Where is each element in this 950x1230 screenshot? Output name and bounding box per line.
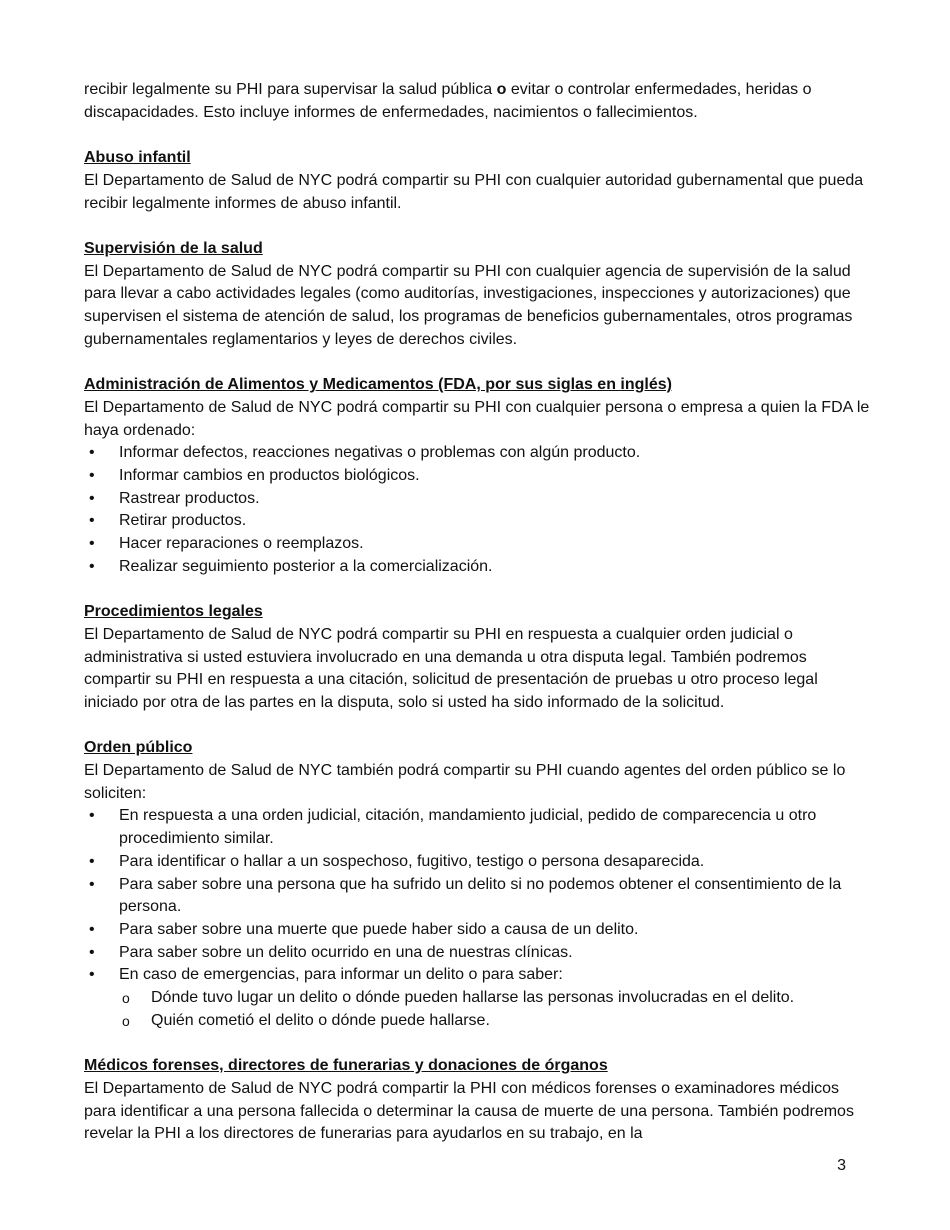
sub-list-item: o Dónde tuvo lugar un delito o dónde pueden hallarse las personas involucradas en el delito. <box>122 989 795 1007</box>
heading-child-abuse: Abuso infantil <box>84 149 191 167</box>
paragraph-health-oversight: El Departamento de Salud de NYC podrá compartir su PHI con cualquier agencia de supervisión de la salud para llevar a cabo actividades legales (como auditorías, investigaciones, inspecciones y autorizaciones) que supervisen el sistema de atención de salud, los programas de beneficios gubernamentales, otros programas gubernamentales reglamentarios y leyes de derechos civiles. <box>84 262 853 348</box>
sub-list-item: o Quién cometió el delito o dónde puede hallarse. <box>122 1011 490 1029</box>
paragraph-fda: El Departamento de Salud de NYC podrá compartir su PHI con cualquier persona o empresa a quien la FDA le haya ordenado: <box>84 398 870 439</box>
heading-fda: Administración de Alimentos y Medicamentos (FDA, por sus siglas en inglés) <box>84 376 672 394</box>
bold-word: o <box>496 81 507 98</box>
page-content <box>84 79 874 1146</box>
heading-coroners: Médicos forenses, directores de funerarias y donaciones de órganos <box>84 1057 608 1075</box>
list-item: • Para saber sobre una persona que ha sufrido un delito si no podemos obtener el consentimiento de la persona. <box>89 875 842 916</box>
list-item: • Para identificar o hallar a un sospechoso, fugitivo, testigo o persona desaparecida. <box>89 852 705 870</box>
list-item: • Retirar productos. <box>89 512 247 530</box>
list-item: • Informar defectos, reacciones negativas o problemas con algún producto. <box>89 444 641 462</box>
list-item: • Informar cambios en productos biológicos. <box>89 466 420 484</box>
list-item: • Rastrear productos. <box>89 489 260 507</box>
paragraph-child-abuse: El Departamento de Salud de NYC podrá compartir su PHI con cualquier autoridad gubernamental que pueda recibir legalmente informes de abuso infantil. <box>84 171 864 212</box>
intro-paragraph: recibir legalmente su PHI para supervisar la salud pública o evitar o controlar enfermedades, heridas o discapacidades. Esto incluye informes de enfermedades, nacimientos o fallecimientos. <box>84 81 812 121</box>
heading-law-enforcement: Orden público <box>84 739 193 757</box>
page-number: 3 <box>837 1157 846 1174</box>
list-item: • Hacer reparaciones o reemplazos. <box>89 535 364 553</box>
list-item: • Para saber sobre un delito ocurrido en una de nuestras clínicas. <box>89 943 573 961</box>
list-item: • En respuesta a una orden judicial, citación, mandamiento judicial, pedido de comparecencia u otro procedimiento similar. <box>89 807 817 848</box>
law-enforcement-sub-bullet-list <box>84 987 874 1032</box>
paragraph-legal-proceedings: El Departamento de Salud de NYC podrá compartir su PHI en respuesta a cualquier orden judicial o administrativa si usted estuviera involucrado en una demanda u otra disputa legal. También podremos compartir su PHI en respuesta a una citación, solicitud de presentación de pruebas u otro proceso legal iniciado por otra de las partes en la disputa, solo si usted ha sido informado de la solicitud. <box>84 625 818 711</box>
heading-health-oversight: Supervisión de la salud <box>84 239 263 257</box>
list-item: • Realizar seguimiento posterior a la comercialización. <box>89 557 493 575</box>
list-item: • En caso de emergencias, para informar un delito o para saber: <box>89 966 563 984</box>
list-item: • Para saber sobre una muerte que puede haber sido a causa de un delito. <box>89 920 639 938</box>
paragraph-law-enforcement: El Departamento de Salud de NYC también podrá compartir su PHI cuando agentes del orden público se lo soliciten: <box>84 762 846 802</box>
fda-bullet-list <box>84 442 874 578</box>
heading-legal-proceedings: Procedimientos legales <box>84 603 263 621</box>
paragraph-coroners: El Departamento de Salud de NYC podrá compartir la PHI con médicos forenses o examinadores médicos para identificar a una persona fallecida o determinar la causa de muerte de una persona. También podremos revelar la PHI a los directores de funerarias para ayudarlos en su trabajo, en la <box>84 1079 854 1143</box>
law-enforcement-bullet-list <box>84 805 874 987</box>
